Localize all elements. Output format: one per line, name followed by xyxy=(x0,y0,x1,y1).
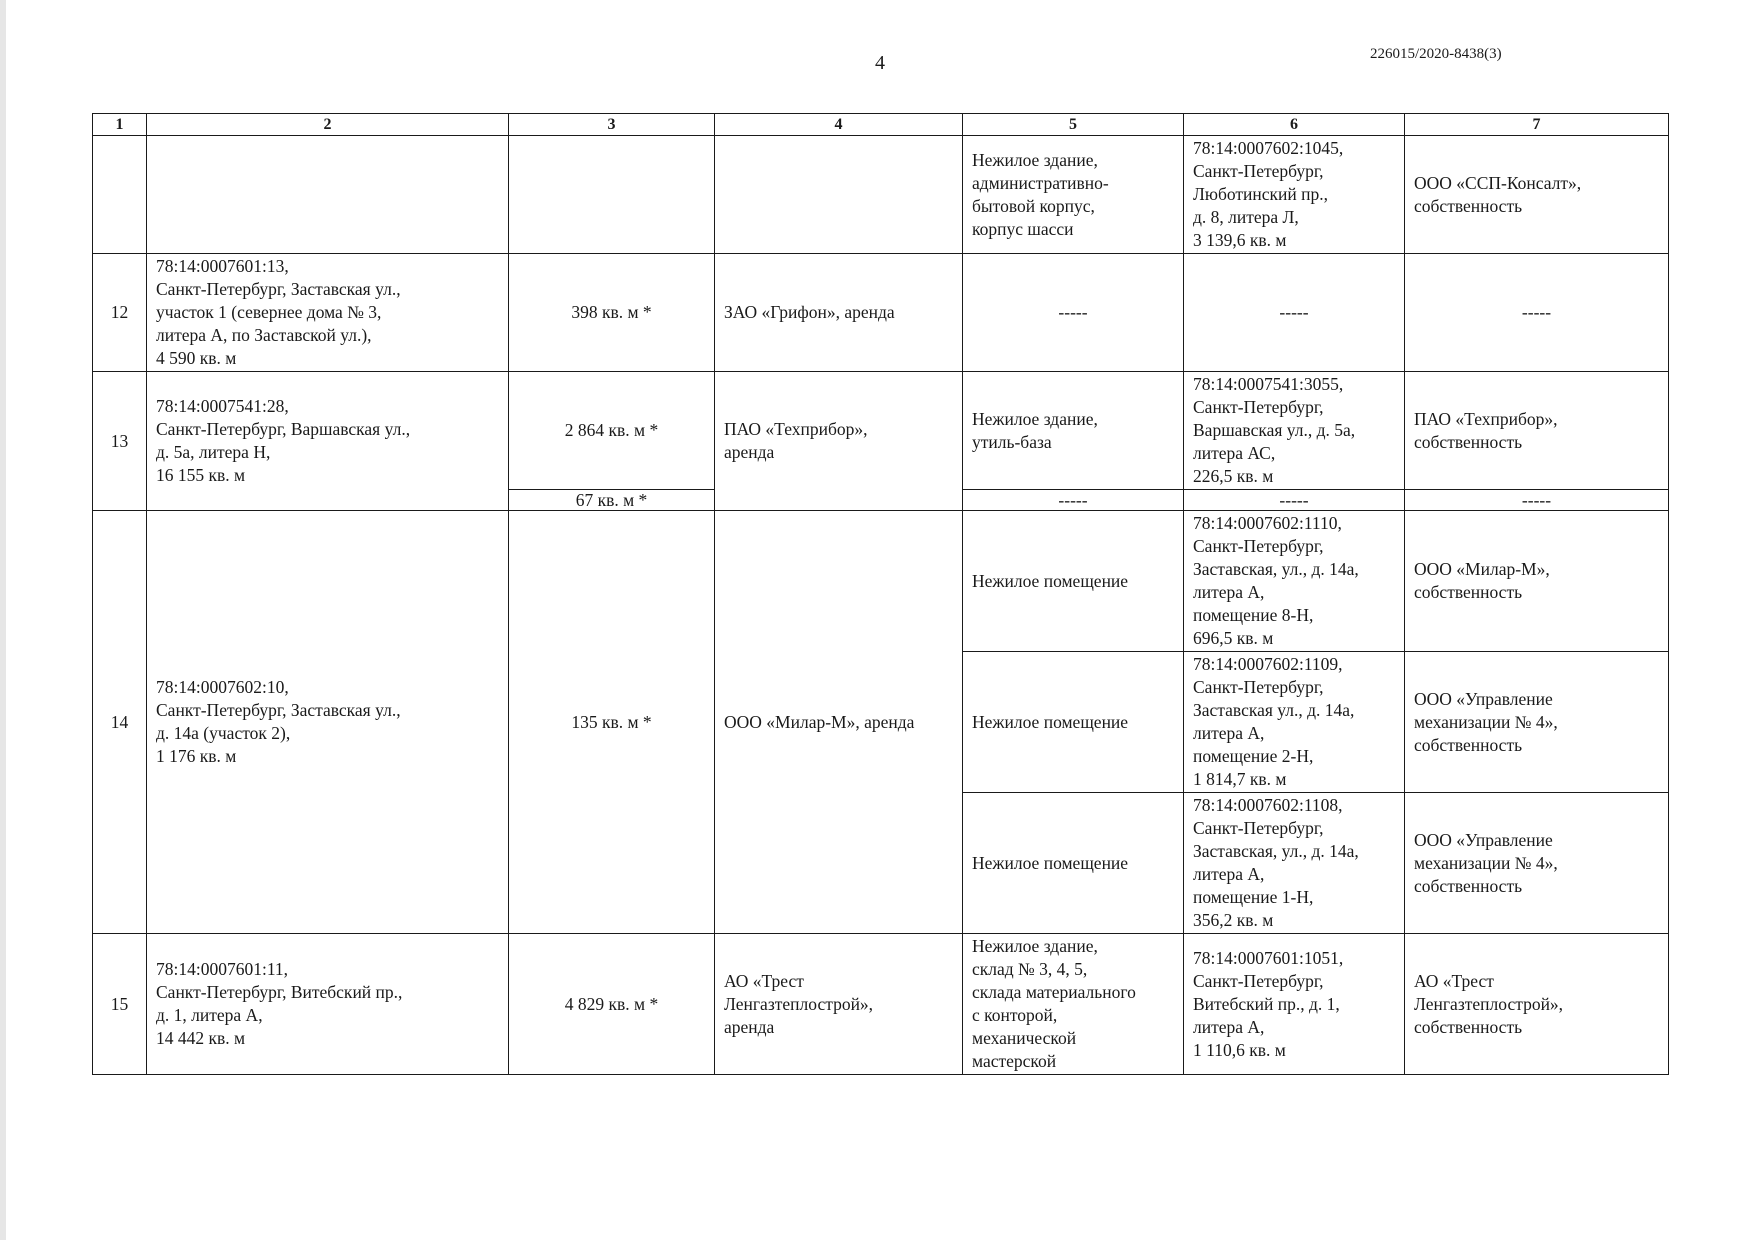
cell-land-plot: 78:14:0007601:13, Санкт-Петербург, Заставская ул., участок 1 (севернее дома № 3, литера А, по Заставской ул.), 4 590 кв. м xyxy=(147,254,509,372)
page-number: 4 xyxy=(875,52,885,74)
table-row-15 xyxy=(93,934,1669,1075)
cell-object-address: 78:14:0007602:1110, Санкт-Петербург, Заставская, ул., д. 14а, литера А, помещение 8-Н, 696,5 кв. м xyxy=(1184,511,1405,652)
cell-object-address: 78:14:0007602:1045, Санкт-Петербург, Люботинский пр., д. 8, литера Л, 3 139,6 кв. м xyxy=(1184,136,1405,254)
column-header: 4 xyxy=(715,114,963,136)
cell-tenant: АО «Трест Ленгазтеплострой», аренда xyxy=(715,934,963,1075)
cell-area: 2 864 кв. м * xyxy=(509,372,715,490)
cell-owner: ООО «Милар-М», собственность xyxy=(1405,511,1669,652)
cell-row-number: 13 xyxy=(93,372,147,511)
column-header: 2 xyxy=(147,114,509,136)
cell-object-address: 78:14:0007602:1108, Санкт-Петербург, Заставская, ул., д. 14а, литера А, помещение 1-Н, 356,2 кв. м xyxy=(1184,793,1405,934)
table-row-continuation xyxy=(93,136,1669,254)
cell-area: 67 кв. м * xyxy=(509,490,715,511)
cell-tenant: ЗАО «Грифон», аренда xyxy=(715,254,963,372)
cell-owner: ПАО «Техприбор», собственность xyxy=(1405,372,1669,490)
cell-empty xyxy=(509,136,715,254)
cell-object-type: Нежилое помещение xyxy=(963,652,1184,793)
column-header: 1 xyxy=(93,114,147,136)
column-header: 7 xyxy=(1405,114,1669,136)
table-header xyxy=(93,114,1669,136)
cell-dash: ----- xyxy=(963,490,1184,511)
cell-area: 135 кв. м * xyxy=(509,511,715,934)
cell-empty xyxy=(715,136,963,254)
cell-dash: ----- xyxy=(1184,254,1405,372)
cell-dash: ----- xyxy=(963,254,1184,372)
cell-row-number: 14 xyxy=(93,511,147,934)
cell-area: 398 кв. м * xyxy=(509,254,715,372)
cell-land-plot: 78:14:0007541:28, Санкт-Петербург, Варшавская ул., д. 5а, литера Н, 16 155 кв. м xyxy=(147,372,509,511)
table-row-12 xyxy=(93,254,1669,372)
cell-object-address: 78:14:0007601:1051, Санкт-Петербург, Витебский пр., д. 1, литера А, 1 110,6 кв. м xyxy=(1184,934,1405,1075)
cell-owner: ООО «Управление механизации № 4», собственность xyxy=(1405,793,1669,934)
cell-land-plot: 78:14:0007602:10, Санкт-Петербург, Заставская ул., д. 14а (участок 2), 1 176 кв. м xyxy=(147,511,509,934)
cell-object-type: Нежилое помещение xyxy=(963,511,1184,652)
cell-land-plot: 78:14:0007601:11, Санкт-Петербург, Витебский пр., д. 1, литера А, 14 442 кв. м xyxy=(147,934,509,1075)
cell-empty xyxy=(93,136,147,254)
cell-tenant: ПАО «Техприбор», аренда xyxy=(715,372,963,511)
cell-object-type: Нежилое помещение xyxy=(963,793,1184,934)
cell-empty xyxy=(147,136,509,254)
cell-row-number: 15 xyxy=(93,934,147,1075)
registry-table xyxy=(92,113,1669,1075)
cell-dash: ----- xyxy=(1405,254,1669,372)
scan-edge xyxy=(0,0,6,1240)
cell-owner: ООО «Управление механизации № 4», собственность xyxy=(1405,652,1669,793)
column-header: 6 xyxy=(1184,114,1405,136)
column-header: 3 xyxy=(509,114,715,136)
cell-area: 4 829 кв. м * xyxy=(509,934,715,1075)
cell-dash: ----- xyxy=(1184,490,1405,511)
table-row-13 xyxy=(93,372,1669,490)
column-header: 5 xyxy=(963,114,1184,136)
cell-tenant: ООО «Милар-М», аренда xyxy=(715,511,963,934)
cell-object-type: Нежилое здание, административно- бытовой корпус, корпус шасси xyxy=(963,136,1184,254)
cell-owner: АО «Трест Ленгазтеплострой», собственность xyxy=(1405,934,1669,1075)
cell-object-address: 78:14:0007602:1109, Санкт-Петербург, Заставская ул., д. 14а, литера А, помещение 2-Н, 1 814,7 кв. м xyxy=(1184,652,1405,793)
cell-owner: ООО «ССП-Консалт», собственность xyxy=(1405,136,1669,254)
cell-row-number: 12 xyxy=(93,254,147,372)
header-row xyxy=(93,114,1669,136)
cell-object-type: Нежилое здание, склад № 3, 4, 5, склада материального с конторой, механической мастерской xyxy=(963,934,1184,1075)
cell-object-type: Нежилое здание, утиль-база xyxy=(963,372,1184,490)
cell-object-address: 78:14:0007541:3055, Санкт-Петербург, Варшавская ул., д. 5а, литера АС, 226,5 кв. м xyxy=(1184,372,1405,490)
table-row-14 xyxy=(93,511,1669,652)
cell-dash: ----- xyxy=(1405,490,1669,511)
document-reference: 226015/2020-8438(3) xyxy=(1370,46,1502,62)
